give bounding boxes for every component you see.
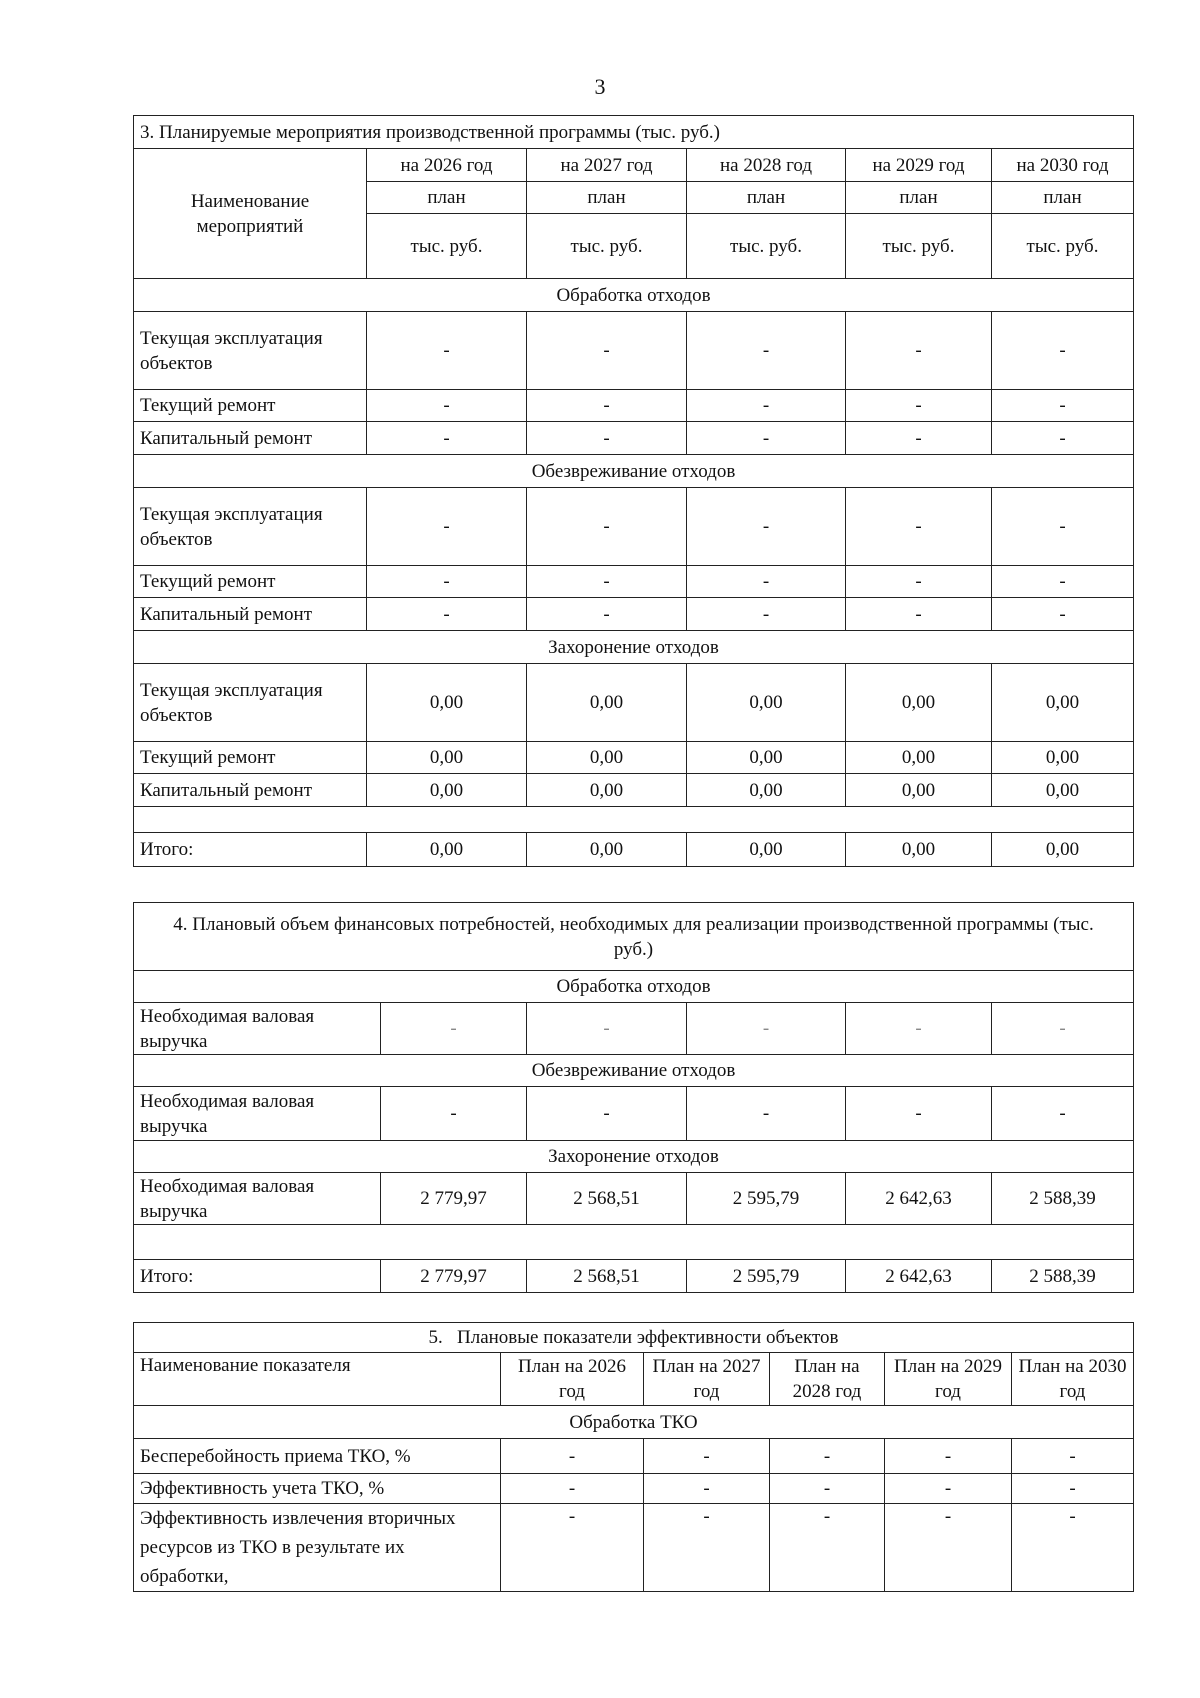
- cell-value: -: [367, 566, 527, 598]
- unit-header: тыс. руб.: [846, 214, 992, 279]
- cell-value: -: [687, 390, 846, 422]
- row-name: Текущий ремонт: [134, 390, 367, 422]
- table-row: [134, 598, 1134, 631]
- table-financial-needs: [133, 902, 1134, 1293]
- cell-value: -: [687, 598, 846, 631]
- year-header: План на 2027 год: [644, 1353, 770, 1406]
- cell-value: -: [687, 422, 846, 455]
- unit-header: тыс. руб.: [527, 214, 687, 279]
- cell-value: 2 642,63: [846, 1173, 992, 1225]
- row-name: Капитальный ремонт: [134, 422, 367, 455]
- cell-value: -: [846, 488, 992, 566]
- cell-value: -: [992, 390, 1134, 422]
- unit-header: тыс. руб.: [367, 214, 527, 279]
- cell-value: 0,00: [687, 742, 846, 774]
- year-header: на 2028 год: [687, 149, 846, 182]
- cell-value: -: [885, 1504, 1012, 1592]
- cell-value: -: [687, 1003, 846, 1055]
- cell-value: -: [846, 422, 992, 455]
- section-title: Обработка отходов: [134, 971, 1134, 1003]
- total-label: Итого:: [134, 1260, 381, 1293]
- year-header: План на 2030 год: [1012, 1353, 1134, 1406]
- total-value: 0,00: [992, 833, 1134, 867]
- cell-value: -: [367, 422, 527, 455]
- total-label: Итого:: [134, 833, 367, 867]
- plan-header: план: [992, 182, 1134, 214]
- row-name: Текущая эксплуатация объектов: [134, 488, 367, 566]
- row-name: Необходимая валовая выручка: [134, 1003, 381, 1055]
- cell-value: -: [992, 488, 1134, 566]
- cell-value: 2 568,51: [527, 1173, 687, 1225]
- cell-value: -: [846, 566, 992, 598]
- total-value: 0,00: [527, 833, 687, 867]
- cell-value: -: [885, 1439, 1012, 1474]
- cell-value: -: [846, 312, 992, 390]
- cell-value: 2 588,39: [992, 1173, 1134, 1225]
- cell-value: -: [992, 1003, 1134, 1055]
- table-efficiency-indicators: [133, 1322, 1134, 1592]
- cell-value: -: [846, 598, 992, 631]
- cell-value: -: [381, 1087, 527, 1141]
- row-name: Текущий ремонт: [134, 742, 367, 774]
- cell-value: -: [501, 1504, 644, 1592]
- cell-value: -: [527, 422, 687, 455]
- table-row: [134, 566, 1134, 598]
- cell-value: -: [527, 1003, 687, 1055]
- spacer-row: [134, 807, 1134, 833]
- cell-value: -: [846, 1003, 992, 1055]
- cell-value: -: [501, 1439, 644, 1474]
- cell-value: -: [381, 1003, 527, 1055]
- section-title: Обработка отходов: [134, 279, 1134, 312]
- spacer-row: [134, 1225, 1134, 1260]
- cell-value: 0,00: [992, 774, 1134, 807]
- cell-value: -: [687, 488, 846, 566]
- cell-value: 0,00: [687, 774, 846, 807]
- cell-value: 2 595,79: [687, 1173, 846, 1225]
- year-header: План на 2029 год: [885, 1353, 1012, 1406]
- year-header: на 2026 год: [367, 149, 527, 182]
- section-title: Захоронение отходов: [134, 1141, 1134, 1173]
- unit-header: тыс. руб.: [992, 214, 1134, 279]
- cell-value: 2 779,97: [381, 1173, 527, 1225]
- cell-value: 0,00: [992, 742, 1134, 774]
- cell-value: 0,00: [367, 774, 527, 807]
- plan-header: план: [846, 182, 992, 214]
- cell-value: -: [846, 1087, 992, 1141]
- section-title: Обработка ТКО: [134, 1406, 1134, 1439]
- table-row: [134, 664, 1134, 742]
- plan-header: план: [527, 182, 687, 214]
- cell-value: 0,00: [992, 664, 1134, 742]
- year-header: на 2030 год: [992, 149, 1134, 182]
- table5-title: 5. Плановые показатели эффективности объектов: [134, 1323, 1134, 1353]
- plan-header: план: [687, 182, 846, 214]
- table-row: [134, 1474, 1134, 1504]
- total-row: [134, 1260, 1134, 1293]
- cell-value: -: [367, 312, 527, 390]
- total-value: 2 588,39: [992, 1260, 1134, 1293]
- section-title: Обезвреживание отходов: [134, 1055, 1134, 1087]
- cell-value: -: [770, 1504, 885, 1592]
- year-header: на 2029 год: [846, 149, 992, 182]
- cell-value: -: [992, 598, 1134, 631]
- total-value: 0,00: [367, 833, 527, 867]
- cell-value: -: [527, 566, 687, 598]
- total-value: 2 642,63: [846, 1260, 992, 1293]
- table3-name-header: Наименование мероприятий: [134, 149, 367, 279]
- unit-header: тыс. руб.: [687, 214, 846, 279]
- row-name: Необходимая валовая выручка: [134, 1173, 381, 1225]
- row-name: Бесперебойность приема ТКО, %: [134, 1439, 501, 1474]
- cell-value: -: [687, 566, 846, 598]
- cell-value: -: [501, 1474, 644, 1504]
- cell-value: -: [885, 1474, 1012, 1504]
- table-row: [134, 1003, 1134, 1055]
- cell-value: -: [527, 1087, 687, 1141]
- table-row: [134, 390, 1134, 422]
- total-value: 2 568,51: [527, 1260, 687, 1293]
- table5-name-header: Наименование показателя: [134, 1353, 501, 1406]
- cell-value: 0,00: [527, 774, 687, 807]
- table-row: [134, 1087, 1134, 1141]
- total-value: 2 595,79: [687, 1260, 846, 1293]
- plan-header: план: [367, 182, 527, 214]
- row-name: Эффективность учета ТКО, %: [134, 1474, 501, 1504]
- row-name: Текущий ремонт: [134, 566, 367, 598]
- table-row: [134, 1439, 1134, 1474]
- cell-value: 0,00: [846, 742, 992, 774]
- cell-value: -: [687, 312, 846, 390]
- cell-value: -: [992, 312, 1134, 390]
- total-value: 2 779,97: [381, 1260, 527, 1293]
- cell-value: 0,00: [527, 664, 687, 742]
- table-row: [134, 488, 1134, 566]
- year-header: План на 2026 год: [501, 1353, 644, 1406]
- cell-value: -: [527, 488, 687, 566]
- cell-value: 0,00: [367, 742, 527, 774]
- cell-value: -: [1012, 1474, 1134, 1504]
- table-row: [134, 774, 1134, 807]
- section-title: Захоронение отходов: [134, 631, 1134, 664]
- cell-value: -: [644, 1474, 770, 1504]
- year-header: на 2027 год: [527, 149, 687, 182]
- cell-value: -: [367, 390, 527, 422]
- row-name: Текущая эксплуатация объектов: [134, 664, 367, 742]
- cell-value: -: [527, 598, 687, 631]
- cell-value: -: [770, 1474, 885, 1504]
- table3-title: 3. Планируемые мероприятия производственной программы (тыс. руб.): [134, 116, 1134, 149]
- cell-value: -: [992, 1087, 1134, 1141]
- total-value: 0,00: [846, 833, 992, 867]
- row-name: Необходимая валовая выручка: [134, 1087, 381, 1141]
- section-title: Обезвреживание отходов: [134, 455, 1134, 488]
- cell-value: -: [992, 422, 1134, 455]
- cell-value: -: [992, 566, 1134, 598]
- cell-value: 0,00: [846, 664, 992, 742]
- cell-value: -: [367, 488, 527, 566]
- total-row: [134, 833, 1134, 867]
- cell-value: -: [846, 390, 992, 422]
- table-row: [134, 742, 1134, 774]
- table-row: [134, 422, 1134, 455]
- year-header: План на 2028 год: [770, 1353, 885, 1406]
- page-number: 3: [594, 74, 606, 99]
- cell-value: 0,00: [367, 664, 527, 742]
- cell-value: -: [1012, 1504, 1134, 1592]
- cell-value: 0,00: [527, 742, 687, 774]
- total-value: 0,00: [687, 833, 846, 867]
- cell-value: 0,00: [846, 774, 992, 807]
- cell-value: -: [770, 1439, 885, 1474]
- row-name: Капитальный ремонт: [134, 598, 367, 631]
- row-name: Эффективность извлечения вторичных ресурсов из ТКО в результате их обработки,: [134, 1504, 501, 1592]
- cell-value: -: [644, 1504, 770, 1592]
- table-row: [134, 1173, 1134, 1225]
- cell-value: 0,00: [687, 664, 846, 742]
- cell-value: -: [644, 1439, 770, 1474]
- table4-title: 4. Плановый объем финансовых потребностей, необходимых для реализации производственной программы (тыс. руб.): [134, 903, 1134, 971]
- table-row: [134, 1504, 1134, 1592]
- cell-value: -: [527, 390, 687, 422]
- table-planned-activities: [133, 115, 1134, 867]
- cell-value: -: [367, 598, 527, 631]
- row-name: Текущая эксплуатация объектов: [134, 312, 367, 390]
- cell-value: -: [687, 1087, 846, 1141]
- cell-value: -: [527, 312, 687, 390]
- table-row: [134, 312, 1134, 390]
- row-name: Капитальный ремонт: [134, 774, 367, 807]
- cell-value: -: [1012, 1439, 1134, 1474]
